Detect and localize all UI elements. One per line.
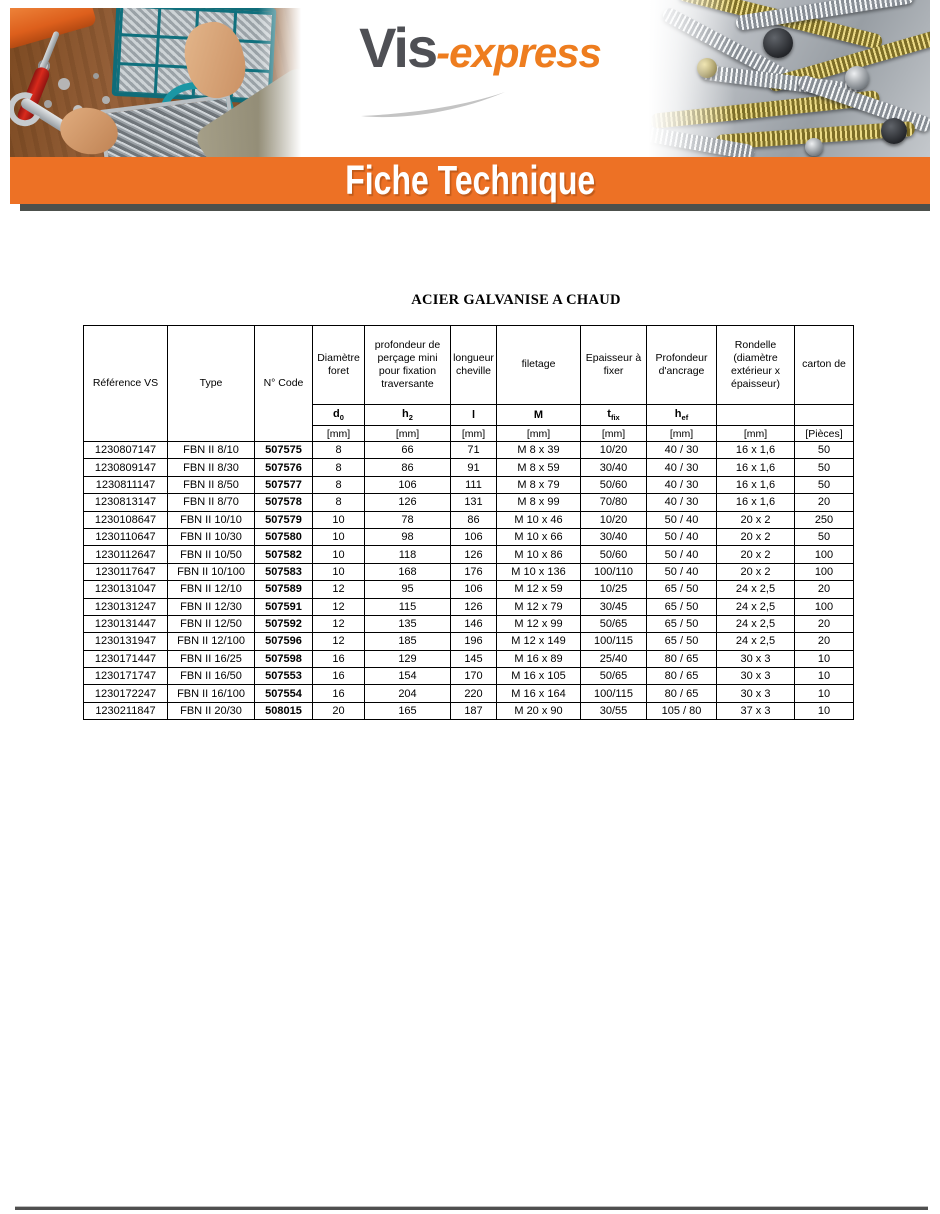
cell: FBN II 8/50 xyxy=(168,476,255,493)
col-unit-8: [mm] xyxy=(581,426,647,442)
table-row xyxy=(84,528,854,545)
cell: 24 x 2,5 xyxy=(717,615,795,632)
col-header-3: N° Code xyxy=(255,326,313,442)
cell: 8 xyxy=(313,476,365,493)
cell: 10 xyxy=(795,650,854,667)
cell: 507578 xyxy=(255,494,313,511)
cell: 10 xyxy=(313,511,365,528)
cell: 40 / 30 xyxy=(647,494,717,511)
cell: FBN II 10/50 xyxy=(168,546,255,563)
cell: 30/45 xyxy=(581,598,647,615)
cell: 507553 xyxy=(255,668,313,685)
cell: 50 / 40 xyxy=(647,563,717,580)
cell: 100/115 xyxy=(581,685,647,702)
cell: 1230131447 xyxy=(84,615,168,632)
cell: 24 x 2,5 xyxy=(717,633,795,650)
banner xyxy=(10,157,930,204)
table-row xyxy=(84,511,854,528)
cell: 50/60 xyxy=(581,476,647,493)
cell: 1230811147 xyxy=(84,476,168,493)
cell: 106 xyxy=(365,476,451,493)
cell: 1230813147 xyxy=(84,494,168,511)
cell: 507598 xyxy=(255,650,313,667)
col-header-7: filetage xyxy=(497,326,581,405)
cell: 1230108647 xyxy=(84,511,168,528)
col-unit-4: [mm] xyxy=(313,426,365,442)
cell: 8 xyxy=(313,442,365,459)
cell: 30/55 xyxy=(581,702,647,719)
cell: M 16 x 164 xyxy=(497,685,581,702)
cell: FBN II 12/50 xyxy=(168,615,255,632)
cell: 507592 xyxy=(255,615,313,632)
cell: 50 / 40 xyxy=(647,546,717,563)
workbench-photo xyxy=(10,8,306,157)
cell: 507591 xyxy=(255,598,313,615)
cell: 50/65 xyxy=(581,615,647,632)
cell: 86 xyxy=(365,459,451,476)
cell: 12 xyxy=(313,598,365,615)
col-header-9: Profondeur d'ancrage xyxy=(647,326,717,405)
cell: 30/40 xyxy=(581,459,647,476)
cell: 50/60 xyxy=(581,546,647,563)
table-row xyxy=(84,563,854,580)
document-title: ACIER GALVANISE A CHAUD xyxy=(411,292,621,308)
cell: 30 x 3 xyxy=(717,685,795,702)
table-row xyxy=(84,615,854,632)
table-row xyxy=(84,668,854,685)
cell: FBN II 12/100 xyxy=(168,633,255,650)
screw-head xyxy=(881,118,907,144)
cell: FBN II 8/30 xyxy=(168,459,255,476)
cell: M 8 x 39 xyxy=(497,442,581,459)
cell: 118 xyxy=(365,546,451,563)
cell: FBN II 12/30 xyxy=(168,598,255,615)
col-header-2: Type xyxy=(168,326,255,442)
cell: 30 x 3 xyxy=(717,650,795,667)
cell: 40 / 30 xyxy=(647,459,717,476)
table-row xyxy=(84,702,854,719)
cell: 8 xyxy=(313,494,365,511)
cell: 10 xyxy=(313,546,365,563)
cell: 12 xyxy=(313,633,365,650)
cell: 100/115 xyxy=(581,633,647,650)
cell: 80 / 65 xyxy=(647,668,717,685)
cell: 170 xyxy=(451,668,497,685)
cell: 50 / 40 xyxy=(647,528,717,545)
cell: 78 xyxy=(365,511,451,528)
cell: 507579 xyxy=(255,511,313,528)
cell: 196 xyxy=(451,633,497,650)
cell: 50 xyxy=(795,442,854,459)
cell: 126 xyxy=(451,546,497,563)
cell: 98 xyxy=(365,528,451,545)
cell: 176 xyxy=(451,563,497,580)
cell: 70/80 xyxy=(581,494,647,511)
cell: 10 xyxy=(795,702,854,719)
cell: 507575 xyxy=(255,442,313,459)
col-unit-5: [mm] xyxy=(365,426,451,442)
cell: 508015 xyxy=(255,702,313,719)
cell: 91 xyxy=(451,459,497,476)
cell: 507554 xyxy=(255,685,313,702)
cell: 30 x 3 xyxy=(717,668,795,685)
screw-head xyxy=(763,28,793,58)
col-symbol-6: l xyxy=(451,405,497,426)
cell: 507577 xyxy=(255,476,313,493)
cell: 220 xyxy=(451,685,497,702)
cell: 65 / 50 xyxy=(647,615,717,632)
cell: 20 xyxy=(795,494,854,511)
cell: M 10 x 86 xyxy=(497,546,581,563)
table-row xyxy=(84,476,854,493)
cell: 16 x 1,6 xyxy=(717,494,795,511)
cell: 100 xyxy=(795,563,854,580)
cell: 16 xyxy=(313,668,365,685)
screw-head xyxy=(845,66,869,90)
cell: M 12 x 149 xyxy=(497,633,581,650)
cell: 100 xyxy=(795,546,854,563)
cell: 30/40 xyxy=(581,528,647,545)
cell: 8 xyxy=(313,459,365,476)
col-symbol-5: $h_2$ xyxy=(365,405,451,426)
header xyxy=(10,5,930,157)
col-symbol-9: $h_{ef}$ xyxy=(647,405,717,426)
cell: 131 xyxy=(451,494,497,511)
cell: FBN II 8/70 xyxy=(168,494,255,511)
cell: 80 / 65 xyxy=(647,650,717,667)
cell: 1230131947 xyxy=(84,633,168,650)
table-row xyxy=(84,633,854,650)
cell: 507583 xyxy=(255,563,313,580)
cell: FBN II 12/10 xyxy=(168,581,255,598)
banner-title: Fiche Technique xyxy=(345,157,595,203)
cell: 1230131247 xyxy=(84,598,168,615)
cell: 86 xyxy=(451,511,497,528)
cell: 50 xyxy=(795,459,854,476)
cell: 20 xyxy=(795,633,854,650)
cell: FBN II 16/100 xyxy=(168,685,255,702)
cell: 1230112647 xyxy=(84,546,168,563)
screw-head xyxy=(697,58,717,78)
table-row xyxy=(84,598,854,615)
col-header-10: Rondelle (diamètre extérieur x épaisseur) xyxy=(717,326,795,405)
col-symbol-11 xyxy=(795,405,854,426)
cell: 16 x 1,6 xyxy=(717,476,795,493)
cell: 80 / 65 xyxy=(647,685,717,702)
cell: 126 xyxy=(451,598,497,615)
cell: 1230171447 xyxy=(84,650,168,667)
cell: 50/65 xyxy=(581,668,647,685)
cell: 507580 xyxy=(255,528,313,545)
vis-express-logo xyxy=(340,15,620,125)
cell: M 10 x 66 xyxy=(497,528,581,545)
col-header-8: Epaisseur à fixer xyxy=(581,326,647,405)
table-row xyxy=(84,494,854,511)
col-unit-9: [mm] xyxy=(647,426,717,442)
cell: 100/110 xyxy=(581,563,647,580)
cell: 1230211847 xyxy=(84,702,168,719)
col-header-6: longueur cheville xyxy=(451,326,497,405)
cell: 50 xyxy=(795,476,854,493)
col-symbol-10 xyxy=(717,405,795,426)
table-row xyxy=(84,546,854,563)
cell: 1230110647 xyxy=(84,528,168,545)
logo-text-vis: Vis xyxy=(359,16,437,79)
col-unit-7: [mm] xyxy=(497,426,581,442)
cell: FBN II 10/10 xyxy=(168,511,255,528)
cell: M 12 x 79 xyxy=(497,598,581,615)
cell: M 12 x 99 xyxy=(497,615,581,632)
cell: 20 x 2 xyxy=(717,528,795,545)
cell: 12 xyxy=(313,581,365,598)
cell: 105 / 80 xyxy=(647,702,717,719)
cell: 1230172247 xyxy=(84,685,168,702)
cell: 20 xyxy=(795,615,854,632)
cell: 1230809147 xyxy=(84,459,168,476)
footer-rule xyxy=(15,1206,928,1210)
cell: 187 xyxy=(451,702,497,719)
cell: 185 xyxy=(365,633,451,650)
cell: 115 xyxy=(365,598,451,615)
cell: 507596 xyxy=(255,633,313,650)
cell: M 8 x 79 xyxy=(497,476,581,493)
cell: 10/25 xyxy=(581,581,647,598)
cell: 95 xyxy=(365,581,451,598)
cell: 135 xyxy=(365,615,451,632)
col-symbol-7: M xyxy=(497,405,581,426)
cell: M 8 x 59 xyxy=(497,459,581,476)
cell: 40 / 30 xyxy=(647,442,717,459)
cell: 16 xyxy=(313,650,365,667)
cell: 154 xyxy=(365,668,451,685)
cell: FBN II 10/30 xyxy=(168,528,255,545)
cell: 100 xyxy=(795,598,854,615)
cell: 165 xyxy=(365,702,451,719)
cell: 20 xyxy=(795,581,854,598)
cell: FBN II 16/25 xyxy=(168,650,255,667)
cell: M 16 x 105 xyxy=(497,668,581,685)
col-unit-11: [Pièces] xyxy=(795,426,854,442)
cell: 10/20 xyxy=(581,442,647,459)
cell: 1230131047 xyxy=(84,581,168,598)
cell: FBN II 8/10 xyxy=(168,442,255,459)
cell: FBN II 10/100 xyxy=(168,563,255,580)
cell: 65 / 50 xyxy=(647,633,717,650)
table-row xyxy=(84,685,854,702)
cell: 20 x 2 xyxy=(717,563,795,580)
cell: 204 xyxy=(365,685,451,702)
cell: 16 xyxy=(313,685,365,702)
cell: 507582 xyxy=(255,546,313,563)
screw-head xyxy=(805,138,823,156)
cell: 10/20 xyxy=(581,511,647,528)
col-header-5: profondeur de perçage mini pour fixation traversante xyxy=(365,326,451,405)
cell: 126 xyxy=(365,494,451,511)
banner-underline xyxy=(20,204,930,211)
col-header-1: Référence VS xyxy=(84,326,168,442)
col-header-11: carton de xyxy=(795,326,854,405)
cell: 71 xyxy=(451,442,497,459)
cell: 129 xyxy=(365,650,451,667)
cell: 507576 xyxy=(255,459,313,476)
cell: FBN II 20/30 xyxy=(168,702,255,719)
cell: 106 xyxy=(451,581,497,598)
table-row xyxy=(84,650,854,667)
cell: 10 xyxy=(795,685,854,702)
cell: 50 / 40 xyxy=(647,511,717,528)
cell: 146 xyxy=(451,615,497,632)
cell: 65 / 50 xyxy=(647,598,717,615)
cell: 20 xyxy=(313,702,365,719)
cell: 12 xyxy=(313,615,365,632)
cell: M 16 x 89 xyxy=(497,650,581,667)
cell: 25/40 xyxy=(581,650,647,667)
logo-text-express: -express xyxy=(436,29,601,76)
cell: 250 xyxy=(795,511,854,528)
cell: 24 x 2,5 xyxy=(717,581,795,598)
cell: 37 x 3 xyxy=(717,702,795,719)
cell: 10 xyxy=(313,528,365,545)
cell: M 10 x 136 xyxy=(497,563,581,580)
cell: 50 xyxy=(795,528,854,545)
cell: 24 x 2,5 xyxy=(717,598,795,615)
cell: 16 x 1,6 xyxy=(717,442,795,459)
spec-table xyxy=(83,325,854,720)
cell: FBN II 16/50 xyxy=(168,668,255,685)
cell: 168 xyxy=(365,563,451,580)
cell: 1230171747 xyxy=(84,668,168,685)
cell: 145 xyxy=(451,650,497,667)
table-row xyxy=(84,581,854,598)
col-unit-10: [mm] xyxy=(717,426,795,442)
logo-swoosh xyxy=(358,89,508,119)
cell: 10 xyxy=(795,668,854,685)
col-unit-6: [mm] xyxy=(451,426,497,442)
col-symbol-8: $t_{fix}$ xyxy=(581,405,647,426)
cell: 16 x 1,6 xyxy=(717,459,795,476)
cell: 1230117647 xyxy=(84,563,168,580)
cell: 111 xyxy=(451,476,497,493)
table-row xyxy=(84,459,854,476)
cell: 10 xyxy=(313,563,365,580)
table-row xyxy=(84,442,854,459)
cell: M 12 x 59 xyxy=(497,581,581,598)
cell: M 10 x 46 xyxy=(497,511,581,528)
cell: 66 xyxy=(365,442,451,459)
col-header-4: Diamètre foret xyxy=(313,326,365,405)
cell: M 20 x 90 xyxy=(497,702,581,719)
cell: 20 x 2 xyxy=(717,511,795,528)
cell: 1230807147 xyxy=(84,442,168,459)
cell: M 8 x 99 xyxy=(497,494,581,511)
cell: 40 / 30 xyxy=(647,476,717,493)
cell: 507589 xyxy=(255,581,313,598)
cell: 106 xyxy=(451,528,497,545)
col-symbol-4: $d_0$ xyxy=(313,405,365,426)
cell: 20 x 2 xyxy=(717,546,795,563)
screws-pile-photo xyxy=(645,0,930,157)
cell: 65 / 50 xyxy=(647,581,717,598)
